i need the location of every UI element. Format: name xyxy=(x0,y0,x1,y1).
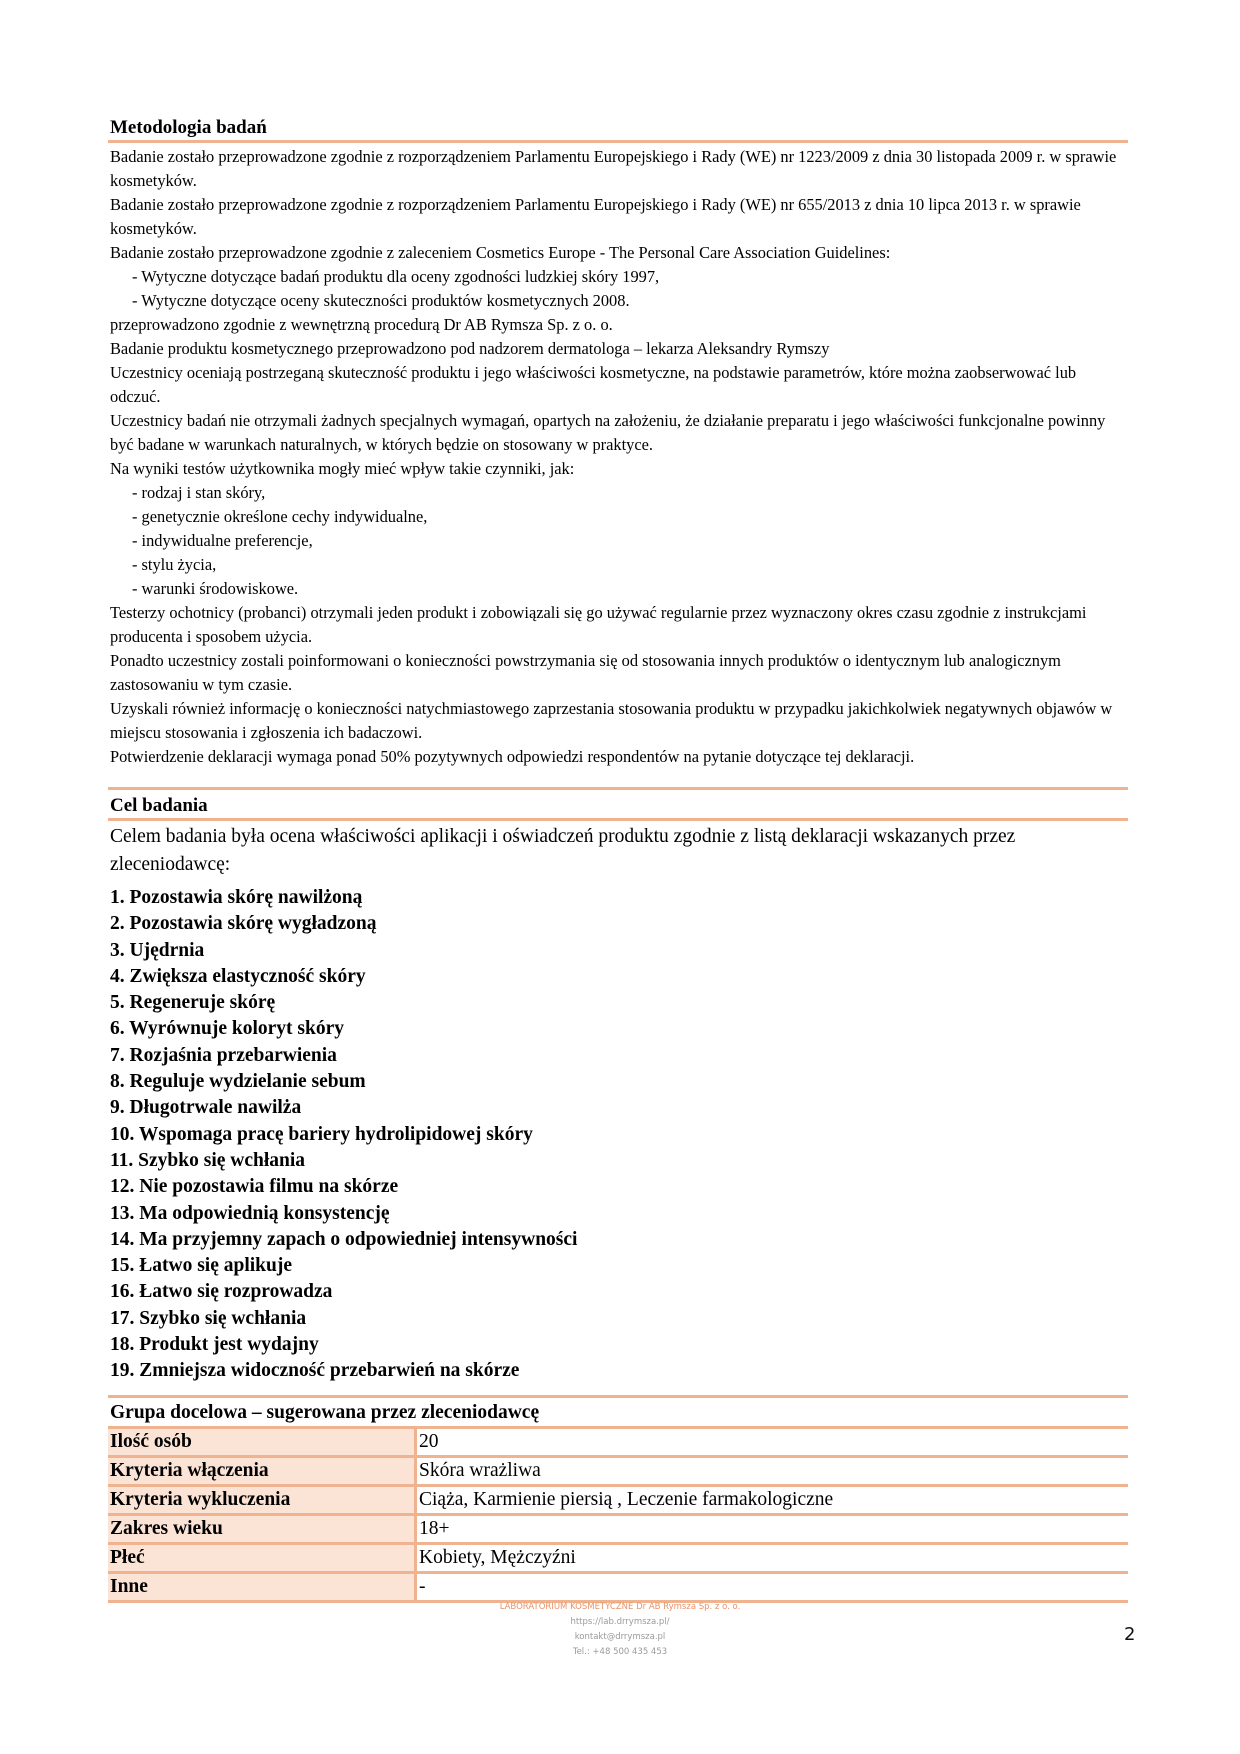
target-group-heading: Grupa docelowa – sugerowana przez zleceniodawcę xyxy=(108,1395,1128,1429)
page-footer xyxy=(0,1600,1240,1660)
claim-item: 11. Szybko się wchłania xyxy=(110,1149,306,1171)
row-label: Kryteria włączenia xyxy=(108,1456,416,1485)
table-row xyxy=(108,1543,1128,1572)
claim-item: 18. Produkt jest wydajny xyxy=(110,1334,319,1356)
claim-item: 5. Regeneruje skórę xyxy=(110,992,276,1014)
row-value: - xyxy=(416,1572,1129,1601)
footer-email-link[interactable]: kontakt@drrymsza.pl xyxy=(574,1632,666,1642)
methodology-paragraph: Badanie zostało przeprowadzone zgodnie z rozporządzeniem Parlamentu Europejskiego i Rady (WE) nr 1223/2009 z dnia 30 listopada 2009 r. w sprawie kosmetyków. xyxy=(110,147,1117,190)
methodology-paragraph: Uczestnicy badań nie otrzymali żadnych specjalnych wymagań, opartych na założeniu, że działanie preparatu i jego właściwości funkcjonalne powinny być badane w warunkach naturalnych, w których będzie on stosowany w praktyce. xyxy=(110,411,1106,454)
claim-item: 1. Pozostawia skórę nawilżoną xyxy=(110,887,363,908)
goal-heading: Cel badania xyxy=(108,787,1128,821)
factor-item: - rodzaj i stan skóry, xyxy=(132,483,266,502)
footer-phone: Tel.: +48 500 435 453 xyxy=(572,1647,668,1657)
footer-company: LABORATORIUM KOSMETYCZNE Dr AB Rymsza Sp. z o. o. xyxy=(499,1602,741,1612)
claim-item: 12. Nie pozostawia filmu na skórze xyxy=(110,1176,399,1198)
claim-item: 8. Reguluje wydzielanie sebum xyxy=(110,1071,366,1093)
methodology-paragraph: Badanie zostało przeprowadzone zgodnie z rozporządzeniem Parlamentu Europejskiego i Rady (WE) nr 655/2013 z dnia 10 lipca 2013 r. w sprawie kosmetyków. xyxy=(110,195,1081,238)
row-value: 18+ xyxy=(416,1514,1129,1543)
methodology-paragraph: przeprowadzono zgodnie z wewnętrzną procedurą Dr AB Rymsza Sp. z o. o. xyxy=(110,315,613,334)
methodology-paragraph: Testerzy ochotnicy (probanci) otrzymali jeden produkt i zobowiązali się go używać regularnie przez wyznaczony okres czasu zgodnie z instrukcjami producenta i sposobem użycia. xyxy=(110,603,1087,646)
claim-item: 3. Ujędrnia xyxy=(110,939,205,961)
row-label: Ilość osób xyxy=(108,1429,416,1457)
claim-item: 16. Łatwo się rozprowadza xyxy=(110,1281,333,1303)
claim-item: 15. Łatwo się aplikuje xyxy=(110,1255,293,1277)
methodology-body xyxy=(108,143,1128,769)
claim-item: 14. Ma przyjemny zapach o odpowiedniej intensywności xyxy=(110,1228,578,1250)
row-label: Płeć xyxy=(108,1543,416,1572)
goal-intro: Celem badania była ocena właściwości aplikacji i oświadczeń produktu zgodnie z listą deklaracji wskazanych przez zleceniodawcę: xyxy=(110,826,1016,875)
claim-item: 2. Pozostawia skórę wygładzoną xyxy=(110,913,377,935)
row-label: Kryteria wykluczenia xyxy=(108,1485,416,1514)
row-value: 20 xyxy=(416,1429,1129,1457)
table-row xyxy=(108,1429,1128,1457)
factor-item: - indywidualne preferencje, xyxy=(132,531,313,550)
section-spacer xyxy=(108,1385,1128,1395)
methodology-heading: Metodologia badań xyxy=(108,112,1128,143)
guideline-item: - Wytyczne dotyczące oceny skuteczności produktów kosmetycznych 2008. xyxy=(132,291,630,310)
methodology-paragraph: Uczestnicy oceniają postrzeganą skuteczność produktu i jego właściwości kosmetyczne, na podstawie parametrów, które można zaobserwować lub odczuć. xyxy=(110,363,1077,406)
page-number: 2 xyxy=(1124,1624,1136,1645)
methodology-paragraph: Badanie produktu kosmetycznego przeprowadzono pod nadzorem dermatologa – lekarza Aleksandry Rymszy xyxy=(110,339,830,358)
row-label: Inne xyxy=(108,1572,416,1601)
row-value: Ciąża, Karmienie piersią , Leczenie farmakologiczne xyxy=(416,1485,1129,1514)
methodology-paragraph: Na wyniki testów użytkownika mogły mieć wpływ takie czynniki, jak: xyxy=(110,459,575,478)
methodology-paragraph: Ponadto uczestnicy zostali poinformowani o konieczności powstrzymania się od stosowania innych produktów o identycznym lub analogicznym zastosowaniu w tym czasie. xyxy=(110,651,1061,694)
claim-item: 19. Zmniejsza widoczność przebarwień na skórze xyxy=(110,1360,520,1382)
table-row xyxy=(108,1572,1128,1601)
claims-list xyxy=(108,885,1128,1385)
claim-item: 7. Rozjaśnia przebarwienia xyxy=(110,1044,337,1066)
methodology-paragraph: Potwierdzenie deklaracji wymaga ponad 50% pozytywnych odpowiedzi respondentów na pytanie dotyczące tej deklaracji. xyxy=(110,747,915,766)
document-page xyxy=(108,112,1128,1603)
row-label: Zakres wieku xyxy=(108,1514,416,1543)
claim-item: 9. Długotrwale nawilża xyxy=(110,1097,302,1119)
methodology-paragraph: Uzyskali również informację o konieczności natychmiastowego zaprzestania stosowania produktu w przypadku jakichkolwiek negatywnych objawów w miejscu stosowania i zgłoszenia ich badaczowi. xyxy=(110,699,1113,742)
methodology-paragraph: Badanie zostało przeprowadzone zgodnie z zaleceniem Cosmetics Europe - The Personal Care Association Guidelines: xyxy=(110,243,891,262)
footer-website-link[interactable]: https://lab.drrymsza.pl/ xyxy=(570,1617,670,1627)
guideline-item: - Wytyczne dotyczące badań produktu dla oceny zgodności ludzkiej skóry 1997, xyxy=(132,267,660,286)
section-spacer xyxy=(108,769,1128,787)
row-value: Kobiety, Mężczyźni xyxy=(416,1543,1129,1572)
factor-item: - genetycznie określone cechy indywidualne, xyxy=(132,507,428,526)
claim-item: 6. Wyrównuje koloryt skóry xyxy=(110,1018,344,1040)
table-row xyxy=(108,1456,1128,1485)
claim-item: 17. Szybko się wchłania xyxy=(110,1307,307,1329)
claim-item: 13. Ma odpowiednią konsystencję xyxy=(110,1202,390,1224)
table-row xyxy=(108,1514,1128,1543)
factor-item: - stylu życia, xyxy=(132,555,217,574)
factor-item: - warunki środowiskowe. xyxy=(132,579,299,598)
table-row xyxy=(108,1485,1128,1514)
target-group-table xyxy=(108,1395,1128,1603)
claim-item: 4. Zwiększa elastyczność skóry xyxy=(110,965,366,987)
claim-item: 10. Wspomaga pracę bariery hydrolipidowej skóry xyxy=(110,1123,533,1145)
row-value: Skóra wrażliwa xyxy=(416,1456,1129,1485)
